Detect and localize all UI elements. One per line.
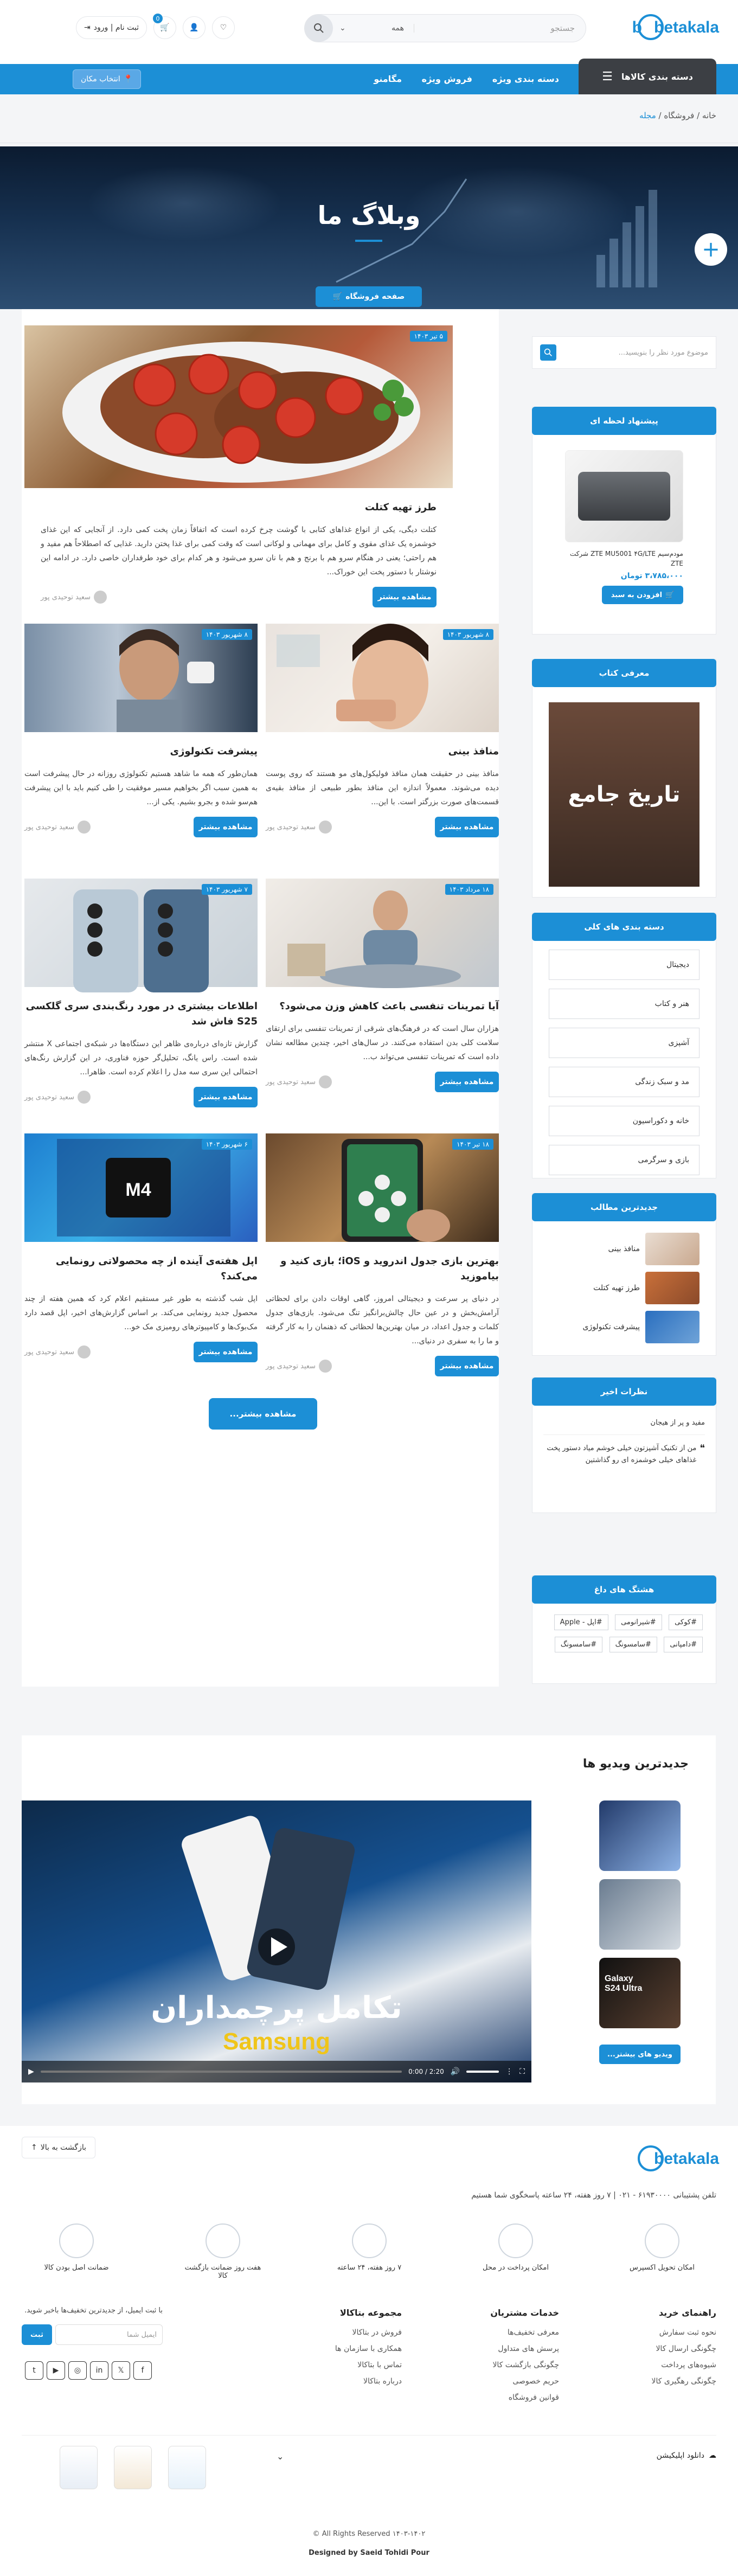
enamad-badge[interactable] (60, 2446, 98, 2489)
post-excerpt: منافذ بینی در حقیقت همان منافذ فولیکول‌های مو هستند که روی پوست دیده می‌شوند. معمولاً اندازه این منافذ بطور طبیعی از منافذ بقیه‌ی قسمت‌های صورت بزرگتر است. با این... (266, 770, 499, 806)
latest-post-item[interactable] (543, 1310, 700, 1344)
app-download[interactable] (657, 2451, 716, 2460)
cart-button[interactable] (153, 16, 176, 39)
author-name: سعید توحیدی پور (41, 593, 91, 601)
read-more-button[interactable]: مشاهده بیشتر (194, 817, 258, 837)
post-author (266, 1075, 332, 1088)
blog-hero-banner (0, 146, 738, 309)
breadcrumb-current: مجله (639, 111, 656, 120)
post-card[interactable] (266, 879, 499, 1092)
avatar (78, 1091, 91, 1104)
feature-cod (472, 2223, 559, 2272)
post-excerpt: کتلت دیگی، یکی از انواع غذاهای کتابی با گوشت چرخ کرده است که اتفاقاً زمان پخت کمی دارد. از آنجایی که این غذای خوشمزه یک غذای مقوی و کامل برای مهمانی و لوکانی است که وقت کمی برای غذا پختن دارید. غذایی که اصطلاحاً هم مفید و هم راحتی؛ یعنی در هنگام سرو هم با برنج و هم با نان سرو می‌شود و هر کدام برای خود طرفداران خاصی دارد. در ادامه این نوشتار با دستور پخت این خوراک... (41, 526, 437, 576)
modem-illustration (578, 472, 670, 521)
read-more-button[interactable]: مشاهده بیشتر (435, 1356, 499, 1376)
fullscreen-icon[interactable]: ⛶ (519, 2067, 525, 2076)
footer-col-title: خدمات مشتریان (490, 2308, 559, 2318)
footer-link[interactable]: فروش در بتاکالا (352, 2328, 402, 2337)
cart-count: 0 (153, 14, 163, 23)
author-name: سعید توحیدی پور (24, 1348, 75, 1356)
heart-icon: ♡ (220, 23, 227, 32)
author-name: سعید توحیدی پور (24, 1093, 75, 1101)
login-icon: ⇥ (84, 23, 91, 32)
post-image-nose-pores[interactable] (266, 624, 499, 732)
author-name: سعید توحیدی پور (266, 823, 316, 831)
video-thumb-label: Galaxy S24 Ultra (605, 1974, 643, 1993)
author-name: سعید توحیدی پور (266, 1362, 316, 1370)
cash-on-delivery-icon (498, 2223, 533, 2258)
post-author (266, 1360, 332, 1373)
instagram-icon[interactable]: ◎ (68, 2361, 87, 2380)
copyright-text: All Rights Reserved ۱۴۰۳-۱۴۰۲ © (312, 2530, 426, 2538)
post-card[interactable] (24, 1133, 258, 1362)
hot-tags-widget (532, 1575, 716, 1684)
feature-label: امکان پرداخت در محل (483, 2264, 549, 2272)
post-author (266, 821, 332, 834)
footer-link[interactable]: همکاری با سازمان ها (335, 2344, 402, 2353)
post-author (24, 821, 91, 834)
latest-post-thumb (645, 1311, 700, 1343)
read-more-button[interactable]: مشاهده بیشتر (373, 587, 437, 607)
footer-link[interactable]: چگونگی ارسال کالا (656, 2344, 716, 2353)
support-icon (352, 2223, 387, 2258)
meditation-illustration (266, 879, 499, 987)
post-image-breathing[interactable] (266, 879, 499, 987)
footer-link[interactable]: تماس با بتاکالا (357, 2361, 402, 2369)
latest-post-item[interactable] (543, 1232, 700, 1266)
play-button[interactable]: ▶ (28, 2067, 34, 2076)
category-cooking[interactable]: آشپزی (549, 1028, 700, 1058)
back-to-top-button[interactable] (22, 2137, 95, 2158)
login-label: ثبت نام | ورود (93, 23, 139, 32)
offer-product-name[interactable]: مودم‌سیم ZTE MU5001 ۴G/LTE شرکت ZTE (569, 550, 683, 567)
read-more-button[interactable]: مشاهده بیشتر (194, 1087, 258, 1107)
video-player[interactable] (22, 1800, 531, 2082)
category-art-books[interactable]: هنر و کتاب (549, 989, 700, 1019)
book-cover-title: تاریخ جامع (568, 782, 681, 807)
latest-posts-widget (532, 1193, 716, 1356)
post-excerpt: اپل شب گذشته به طور غیر مستقیم اعلام کرد که همین هفته از چند محصول جدید رونمایی می‌کند. بر اساس گزارش‌های اخیر، اپل قصد دارد مک‌بوک‌ها و کامپیوترهای رومیزی مک خو... (24, 1295, 258, 1331)
site-logo[interactable] (632, 11, 720, 47)
cutlet-illustration (24, 325, 453, 488)
post-title[interactable]: اپل هفته‌ی آینده از چه محصولاتی رونمایی می‌کند؟ (55, 1255, 258, 1282)
social-links (22, 2361, 163, 2380)
widget-title: جدیدترین مطالب (532, 1193, 716, 1221)
support-phone-text: تلفن پشتیبانی ۶۱۹۳۰۰۰۰ - ۰۲۱ | ۷ روز هفته، ۲۴ ساعته پاسخگوی شما هستیم (471, 2191, 716, 2200)
nav-item-megamenu[interactable]: مگامنو (374, 74, 402, 84)
widget-title: نظرات اخیر (532, 1377, 716, 1406)
post-title[interactable]: بهترین بازی جدول اندروید و iOS؛ بازی کنید و بیاموزید (280, 1255, 499, 1282)
tumblr-icon[interactable]: t (25, 2361, 43, 2380)
latest-post-title: منافذ بینی (608, 1245, 640, 1253)
comment-text: من از تکنیک آشپزتون خیلی خوشم میاد دستور پخت غذاهای خیلی خوشمزه ای رو گذاشتین (547, 1444, 697, 1464)
post-date: ۶ شهریور ۱۴۰۳ (202, 1139, 252, 1150)
post-date: ۸ شهریور ۱۴۰۳ (202, 629, 252, 640)
m4-chip-illustration (24, 1133, 258, 1242)
post-card[interactable] (24, 879, 258, 1107)
search-category-select[interactable] (333, 24, 414, 33)
read-more-button[interactable]: مشاهده بیشتر (435, 1072, 499, 1092)
post-title[interactable]: آیا تمرینات تنفسی باعث کاهش وزن می‌شود؟ (279, 1001, 499, 1012)
widget-title: هشتگ های داغ (532, 1575, 716, 1604)
footer-col-title: راهنمای خرید (658, 2308, 716, 2318)
post-image-galaxy-s25[interactable] (24, 879, 258, 987)
latest-post-thumb (645, 1233, 700, 1265)
post-excerpt: گزارش تازه‌ای درباره‌ی ظاهر این دستگاه‌ها در شبکه‌ی اجتماعی X منتشر شده است. راس یانگ، تحلیل‌گر حوزه فناوری، در این گزارش رنگ‌های احتمالی این سری سه مدل را اعلام کرده است. ظاهرا... (24, 1040, 258, 1076)
post-excerpt: همان‌طور که همه ما شاهد هستیم تکنولوژی روزانه در حال پیشرفت است به همین سبب اگر بخواهیم مسیر موفقیت را طی کنیم باید با این پیشرفت هم‌سو شده و بجرو بشیم. یکی از... (24, 770, 258, 806)
add-to-cart-button[interactable] (602, 586, 683, 604)
post-image-technology[interactable] (24, 624, 258, 732)
avatar (319, 821, 332, 834)
nav-item-special-categories[interactable]: دسته بندی ویژه (492, 74, 559, 84)
tag-link[interactable]: #دامپانی (664, 1637, 703, 1652)
footer-col-about (277, 2305, 402, 2389)
post-image-puzzle-game[interactable] (266, 1133, 499, 1242)
footer-divider (22, 2435, 716, 2436)
footer-col-title: مجموعه بتاکالا (339, 2308, 402, 2318)
newsletter-email-input[interactable]: ایمیل شما (55, 2324, 163, 2345)
video-controls (22, 2061, 531, 2082)
avatar (319, 1075, 332, 1088)
site-header (0, 0, 738, 64)
post-title[interactable]: پیشرفت تکنولوژی (170, 746, 258, 757)
express-delivery-icon (645, 2223, 679, 2258)
post-date: ۵ تیر ۱۴۰۳ (410, 331, 447, 342)
sidebar-search[interactable] (532, 336, 716, 369)
recent-comments-widget (532, 1377, 716, 1513)
footer-link[interactable]: چگونگی بازگشت کالا (492, 2361, 559, 2369)
tag-link[interactable]: #کوکی (669, 1614, 703, 1630)
cart-icon: 🛒 (665, 591, 675, 599)
post-author (41, 591, 107, 604)
footer-link[interactable]: درباره بتاکالا (363, 2377, 402, 2386)
avatar (319, 1360, 332, 1373)
trust-badges (60, 2446, 206, 2489)
facebook-icon[interactable]: f (133, 2361, 152, 2380)
category-home-decor[interactable]: خانه و دکوراسیون (549, 1106, 700, 1136)
video-time: 0:00 / 2:20 (408, 2068, 444, 2075)
ecunion-badge[interactable] (114, 2446, 152, 2489)
user-icon: 👤 (189, 23, 199, 32)
offer-product-image[interactable] (565, 450, 683, 542)
feature-return-guarantee (179, 2223, 266, 2280)
search-button[interactable] (305, 15, 333, 42)
footer-link[interactable]: چگونگی رهگیری کالا (651, 2377, 716, 2386)
footer-link[interactable]: حریم خصوصی (512, 2377, 559, 2386)
newsletter (22, 2305, 163, 2380)
post-date: ۱۸ تیر ۱۴۰۳ (452, 1139, 493, 1150)
category-games[interactable]: بازی و سرگرمی (549, 1145, 700, 1175)
video-progress-bar[interactable] (41, 2071, 402, 2073)
shop-page-button[interactable] (316, 286, 422, 307)
location-pin-icon: 📍 (123, 75, 133, 84)
post-card[interactable] (24, 624, 258, 837)
feature-label: هفت روز ضمانت بازگشت کالا (184, 2264, 261, 2280)
footer-link[interactable]: شیوه‌های پرداخت (661, 2361, 716, 2369)
nav-item-special-sale[interactable]: فروش ویژه (421, 74, 472, 84)
feature-label: ضمانت اصل بودن کالا (44, 2264, 109, 2272)
chevron-down-icon: ⌄ (339, 24, 346, 33)
cart-icon: 🛒 (160, 23, 170, 32)
post-date: ۷ شهریور ۱۴۰۳ (202, 884, 252, 895)
feature-label: امکان تحویل اکسپرس (629, 2264, 695, 2272)
arrow-up-icon: ↑ (31, 2143, 37, 2152)
cloud-download-icon: ☁ (709, 2451, 716, 2460)
more-options-icon[interactable]: ⋮ (505, 2067, 514, 2076)
wishlist-button[interactable] (212, 16, 235, 39)
plus-icon[interactable]: + (695, 233, 727, 266)
footer-link[interactable]: معرفی تخفیف‌ها (507, 2328, 559, 2337)
avatar (94, 591, 107, 604)
quote-icon: ❝ (700, 1443, 705, 1454)
samandehi-badge[interactable] (168, 2446, 206, 2489)
man-illustration (24, 624, 258, 732)
breadcrumb-parent-links[interactable]: خانه / فروشگاه / (658, 111, 716, 120)
author-name: سعید توحیدی پور (266, 1078, 316, 1086)
comment-item[interactable] (543, 1419, 705, 1435)
post-title[interactable]: منافذ بینی (448, 746, 499, 757)
newsletter-submit-button[interactable]: ثبت (22, 2324, 52, 2345)
cart-icon: 🛒 (332, 292, 343, 301)
post-date: ۱۸ مرداد ۱۴۰۳ (445, 884, 493, 895)
avatar (78, 1345, 91, 1359)
chevron-down-icon[interactable]: ⌄ (277, 2451, 284, 2462)
footer-logo[interactable] (638, 2142, 720, 2178)
latest-post-title: طرز تهیه کتلت (593, 1284, 640, 1292)
footer-link[interactable]: پرسش های متداول (498, 2344, 559, 2353)
footer-link[interactable]: قوانین فروشگاه (508, 2393, 559, 2402)
video-thumb[interactable] (599, 1958, 681, 2028)
original-badge-icon (59, 2223, 94, 2258)
phone-game-illustration (266, 1133, 499, 1242)
footer-col-customer-service (434, 2305, 559, 2406)
search-icon (313, 23, 324, 34)
back-to-top-label: بازگشت به بالا (40, 2143, 87, 2152)
woman-illustration (266, 624, 499, 732)
post-image-apple-m4[interactable] (24, 1133, 258, 1242)
post-card[interactable] (24, 325, 453, 607)
book-cover[interactable] (549, 702, 700, 887)
post-author (24, 1091, 91, 1104)
sidebar-search-button[interactable] (540, 344, 556, 361)
phones-illustration (24, 879, 258, 987)
svg-text:M4: M4 (125, 1180, 151, 1200)
return-icon (206, 2223, 240, 2258)
volume-slider[interactable] (466, 2071, 499, 2073)
widget-title: دسته بندی های کلی (532, 913, 716, 941)
read-more-button[interactable]: مشاهده بیشتر (194, 1342, 258, 1362)
load-more-button[interactable]: مشاهده بیشتر... (209, 1398, 317, 1430)
videos-section (22, 1735, 716, 2104)
comment-text: مفید و پر از هیجان (650, 1419, 705, 1427)
footer-col-buying-guide (592, 2305, 716, 2389)
category-lifestyle[interactable]: مد و سبک زندگی (549, 1067, 700, 1097)
title-underline (355, 240, 382, 242)
comment-item[interactable] (543, 1443, 705, 1466)
app-download-label: دانلود اپلیکیشن (656, 2451, 704, 2460)
breadcrumb-bar (0, 94, 738, 143)
more-videos-button[interactable]: ویدیو های بیشتر... (599, 2045, 681, 2064)
linkedin-icon[interactable]: in (90, 2361, 108, 2380)
video-thumb[interactable] (599, 1879, 681, 1950)
widget-title: پیشنهاد لحظه ای (532, 407, 716, 435)
feature-original-guarantee (33, 2223, 120, 2272)
post-title[interactable]: طرز تهیه کتلت (364, 502, 437, 513)
post-card[interactable] (266, 624, 499, 837)
post-title[interactable]: اطلاعات بیشتری در مورد رنگ‌بندی سری گلکسی S25 فاش شد (25, 1001, 258, 1027)
account-button[interactable] (183, 16, 206, 39)
feature-support-247 (326, 2223, 413, 2272)
feature-express-delivery (619, 2223, 705, 2272)
shop-page-button-label: صفحه فروشگاه (345, 292, 405, 301)
search-icon (544, 348, 553, 357)
city-select-button[interactable] (73, 69, 141, 89)
search-input[interactable]: جستجو (550, 23, 575, 33)
logo-text: betakala (654, 2150, 720, 2168)
city-select-label: انتخاب مکان (81, 75, 120, 84)
tag-link[interactable]: #سامسونگ (609, 1637, 657, 1652)
volume-icon[interactable]: 🔊 (450, 2067, 460, 2076)
breadcrumb (639, 111, 716, 120)
footer-link[interactable]: نحوه ثبت سفارش (659, 2328, 716, 2337)
video-thumb[interactable] (599, 1800, 681, 1871)
page-title: وبلاگ ما (317, 201, 421, 230)
flash-offer-widget (532, 407, 716, 635)
categories-widget (532, 913, 716, 1178)
categories-menu-button[interactable] (579, 59, 716, 94)
main-nav (0, 64, 738, 94)
add-to-cart-label: افزودن به سبد (611, 591, 663, 599)
site-footer (0, 2126, 738, 2576)
youtube-icon[interactable]: ▶ (47, 2361, 65, 2380)
newsletter-text: با ثبت ایمیل، از جدیدترین تخفیف‌ها باخبر شوید. (24, 2306, 163, 2315)
post-author (24, 1345, 91, 1359)
svg-text:b: b (632, 18, 642, 36)
sidebar-search-input[interactable]: موضوع مورد نظر را بنویسید... (618, 348, 708, 357)
feature-label: ۷ روز هفته، ۲۴ ساعته (337, 2264, 402, 2272)
twitter-icon[interactable]: 𝕏 (112, 2361, 130, 2380)
category-digital[interactable]: دیجیتال (549, 950, 700, 980)
video-overlay-brand: Samsung (222, 2028, 331, 2055)
tag-link[interactable]: #شیرانومی (615, 1614, 662, 1630)
tag-link[interactable]: #اپل - Apple (554, 1614, 608, 1630)
search-category-value: همه (392, 24, 404, 33)
designer-credit[interactable]: Designed by Saeid Tohidi Pour (309, 2549, 429, 2557)
offer-price: ۳،۷۸۵،۰۰۰ تومان (620, 572, 683, 580)
latest-post-title: پیشرفت تکنولوژی (582, 1323, 640, 1331)
avatar (78, 821, 91, 834)
hamburger-icon: ☰ (602, 69, 613, 84)
post-excerpt: هزاران سال است که در فرهنگ‌های شرقی از تمرینات تنفسی برای ارتقای سلامت کلی بدن استفاده می‌کنند. در سال‌های اخیر، چندین مطالعه نشان داده است که تمرینات تنفسی می‌تواند ب... (266, 1024, 499, 1061)
widget-title: معرفی کتاب (532, 659, 716, 687)
login-button[interactable] (76, 16, 147, 39)
post-card[interactable] (266, 1133, 499, 1376)
categories-menu-label: دسته بندی کالاها (621, 71, 693, 82)
video-overlay-title: تکامل پرچمداران (151, 1990, 402, 2026)
latest-post-thumb (645, 1272, 700, 1304)
search-bar[interactable] (304, 14, 586, 42)
book-intro-widget (532, 659, 716, 898)
latest-post-item[interactable] (543, 1271, 700, 1305)
author-name: سعید توحیدی پور (24, 823, 75, 831)
section-title: جدیدترین ویدیو ها (582, 1757, 689, 1771)
logo-text: betakala (654, 18, 720, 36)
post-image-cutlet[interactable] (24, 325, 453, 488)
post-excerpt: در دنیای پر سرعت و دیجیتالی امروز، گاهی اوقات دادن برای لحظاتی آرامش‌بخش و در عین حال چالش‌برانگیز تنگ می‌شود. بازی‌های جدول کلمات و جدول اعداد، در میان بهترین‌ها لحظاتی که ذهنمان را به کار گرفته و ما را به سفری در دنیای... (266, 1295, 499, 1345)
post-date: ۸ شهریور ۱۴۰۳ (443, 629, 493, 640)
tag-link[interactable]: #سامسونگ (555, 1637, 602, 1652)
read-more-button[interactable]: مشاهده بیشتر (435, 817, 499, 837)
